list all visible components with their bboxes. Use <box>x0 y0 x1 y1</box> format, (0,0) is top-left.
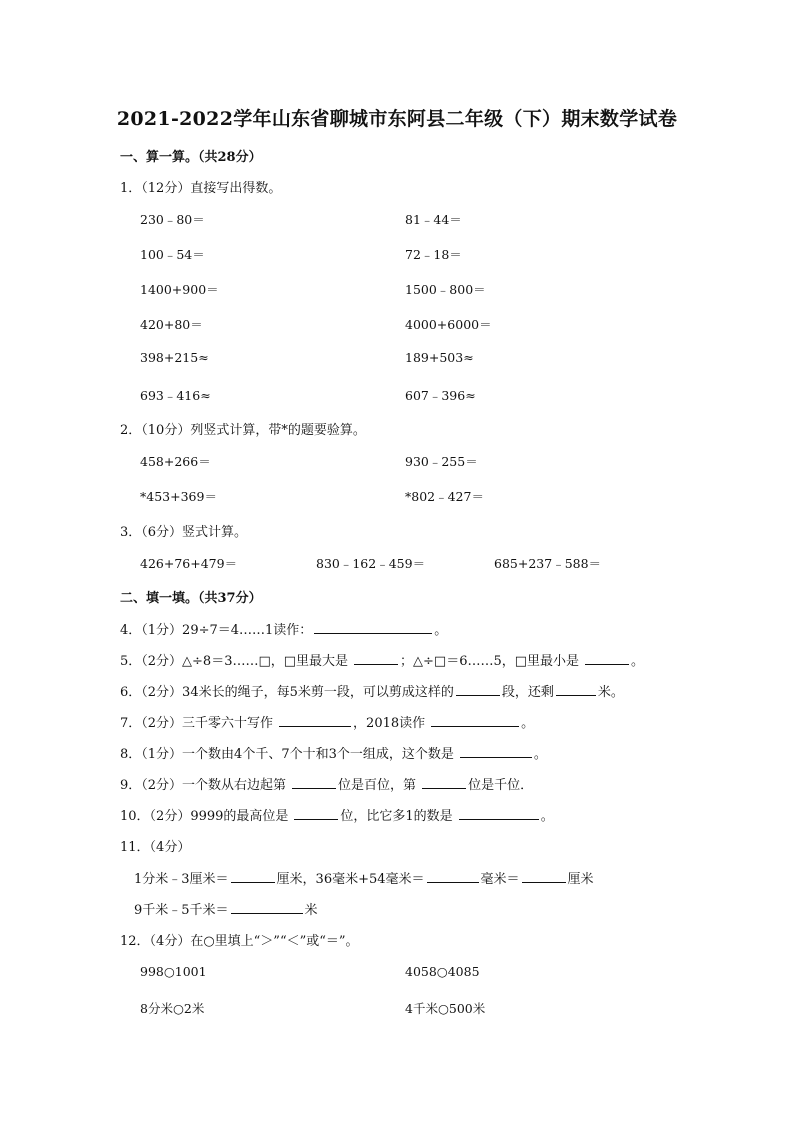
question-11-line-1 <box>134 868 594 887</box>
q1-item: 398+215≈ <box>140 350 209 365</box>
q1-item: 100﹣54＝ <box>140 247 205 262</box>
question-12-stem: 12．（4分）在○里填上“＞”“＜”或“＝”。 <box>120 934 359 949</box>
question-7 <box>120 712 534 731</box>
q3-item: 830﹣162﹣459＝ <box>316 556 426 571</box>
q10-text-a: 10．（2分）9999的最高位是 <box>120 809 289 824</box>
q1-item: 230﹣80＝ <box>140 212 205 227</box>
q4-text: 4．（1分）29÷7＝4……1读作： <box>120 623 313 638</box>
q1-item: 72﹣18＝ <box>405 247 462 262</box>
q2-item: 458+266＝ <box>140 454 211 469</box>
question-5 <box>120 650 644 669</box>
q12-item: 4千米○500米 <box>405 1001 486 1016</box>
q6-text-b: 段，还剩 <box>501 685 554 700</box>
answer-blank[interactable] <box>427 869 479 883</box>
answer-blank[interactable] <box>294 806 338 820</box>
q10-end: 。 <box>540 809 554 824</box>
q12-item: 4058○4085 <box>405 964 480 979</box>
question-10 <box>120 805 554 824</box>
q1-item: 693﹣416≈ <box>140 388 211 403</box>
q11-line1-b: 厘米，36毫米+54毫米＝ <box>276 872 425 887</box>
q1-item: 189+503≈ <box>405 350 474 365</box>
answer-blank[interactable] <box>292 775 336 789</box>
q2-item: *802﹣427＝ <box>405 489 484 504</box>
q1-item: 420+80＝ <box>140 317 203 332</box>
q11-line2-a: 9千米﹣5千米＝ <box>134 903 229 918</box>
q1-item: 1400+900＝ <box>140 282 219 297</box>
question-11-stem: 11．（4分） <box>120 840 191 855</box>
answer-blank[interactable] <box>556 682 596 696</box>
q11-line1-c: 毫米＝ <box>480 872 520 887</box>
answer-blank[interactable] <box>522 869 566 883</box>
q8-end: 。 <box>533 747 547 762</box>
answer-blank[interactable] <box>431 713 519 727</box>
q8-text: 8．（1分）一个数由4个千、7个十和3个一组成，这个数是 <box>120 747 454 762</box>
section-2-heading: 二、填一填。（共37分） <box>120 591 262 606</box>
q1-item: 81﹣44＝ <box>405 212 462 227</box>
question-4 <box>120 619 447 638</box>
question-11-line-2 <box>134 899 318 918</box>
section-1-heading: 一、算一算。（共28分） <box>120 150 262 165</box>
q1-item: 4000+6000＝ <box>405 317 492 332</box>
q2-item: 930﹣255＝ <box>405 454 478 469</box>
question-3-stem: 3．（6分）竖式计算。 <box>120 525 248 540</box>
q10-text-b: 位，比它多1的数是 <box>340 809 453 824</box>
q11-line1-a: 1分米﹣3厘米＝ <box>134 872 229 887</box>
q5-end: 。 <box>631 654 645 669</box>
q6-text-a: 6．（2分）34米长的绳子，每5米剪一段，可以剪成这样的 <box>120 685 454 700</box>
q12-item: 998○1001 <box>140 964 207 979</box>
q5-text-b: ；△÷□＝6……5，□里最小是 <box>400 654 580 669</box>
q1-item: 1500﹣800＝ <box>405 282 486 297</box>
q4-end: 。 <box>434 623 448 638</box>
q2-item: *453+369＝ <box>140 489 217 504</box>
answer-blank[interactable] <box>314 620 432 634</box>
q1-item: 607﹣396≈ <box>405 388 476 403</box>
q5-text-a: 5．（2分）△÷8＝3……□，□里最大是 <box>120 654 349 669</box>
answer-blank[interactable] <box>585 651 629 665</box>
answer-blank[interactable] <box>279 713 351 727</box>
answer-blank[interactable] <box>354 651 398 665</box>
q9-text-a: 9．（2分）一个数从右边起第 <box>120 778 287 793</box>
q6-end: 米。 <box>597 685 624 700</box>
page-title: 2021-2022学年山东省聊城市东阿县二年级（下）期末数学试卷 <box>116 108 678 130</box>
answer-blank[interactable] <box>422 775 466 789</box>
answer-blank[interactable] <box>231 869 275 883</box>
q7-text-a: 7．（2分）三千零六十写作 <box>120 716 274 731</box>
question-1-stem: 1．（12分）直接写出得数。 <box>120 181 282 196</box>
answer-blank[interactable] <box>231 900 303 914</box>
answer-blank[interactable] <box>459 806 539 820</box>
question-8 <box>120 743 547 762</box>
q7-text-b: ，2018读作 <box>353 716 426 731</box>
q11-line2-end: 米 <box>304 903 318 918</box>
q11-line1-end: 厘米 <box>567 872 594 887</box>
q12-item: 8分米○2米 <box>140 1001 205 1016</box>
answer-blank[interactable] <box>460 744 532 758</box>
answer-blank[interactable] <box>456 682 500 696</box>
question-2-stem: 2．（10分）列竖式计算，带*的题要验算。 <box>120 423 366 438</box>
q9-text-b: 位是百位，第 <box>338 778 417 793</box>
question-9 <box>120 774 533 793</box>
q9-end: 位是千位． <box>468 778 534 793</box>
q3-item: 685+237﹣588＝ <box>494 556 602 571</box>
q3-item: 426+76+479＝ <box>140 556 238 571</box>
question-6 <box>120 681 624 700</box>
q7-end: 。 <box>521 716 535 731</box>
